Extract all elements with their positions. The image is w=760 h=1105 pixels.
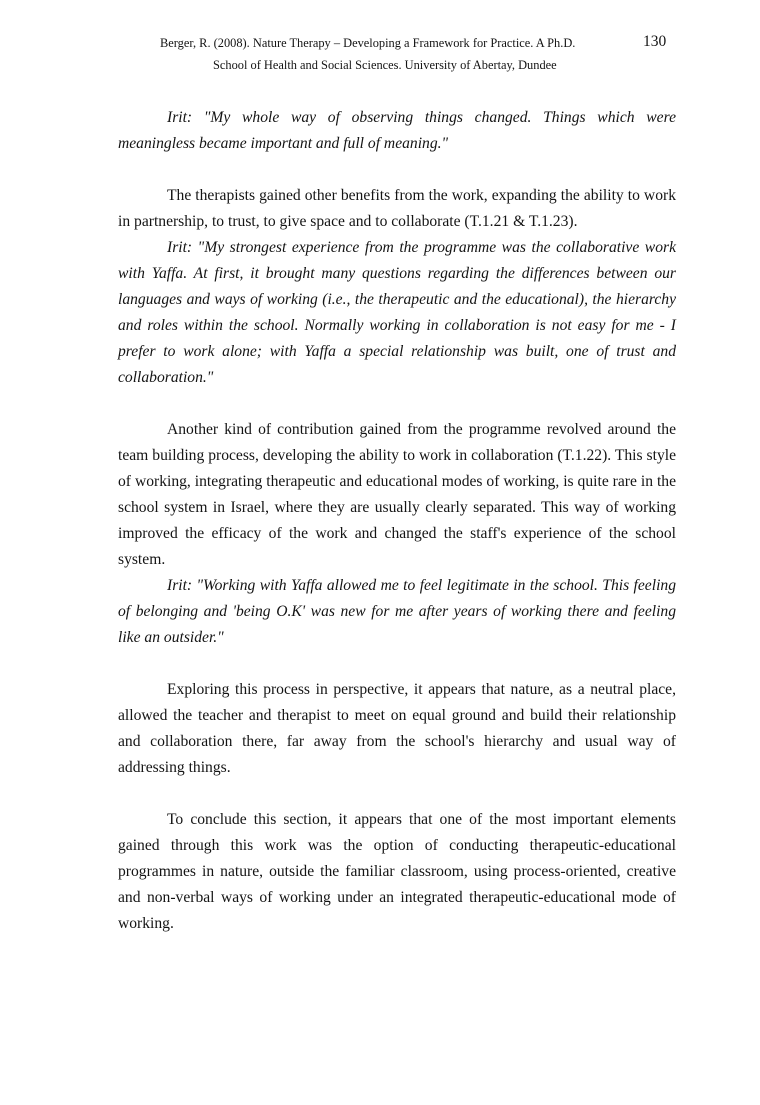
body-text — [118, 105, 676, 937]
body-paragraph: Another kind of contribution gained from the programme revolved around the team building process, developing the ability to work in collaboration (T.1.22). This style of working, integrating therapeutic and educational modes of working, is quite rare in the school system in Israel, where they are usually clearly separated. This way of working improved the efficacy of the work and changed the staff's experience of the school system. — [118, 421, 676, 568]
body-paragraph: To conclude this section, it appears that one of the most important elements gained through this work was the option of conducting therapeutic-educational programmes in nature, outside the familiar classroom, using process-oriented, creative and non-verbal ways of working under an integrated therapeutic-educational mode of working. — [118, 811, 676, 932]
quote-paragraph: Irit: "My whole way of observing things changed. Things which were meaningless became important and full of meaning." — [118, 109, 676, 152]
citation-line-1: Berger, R. (2008). Nature Therapy – Developing a Framework for Practice. A Ph.D. — [160, 36, 576, 50]
page-number: 130 — [643, 33, 667, 50]
body-paragraph: The therapists gained other benefits from the work, expanding the ability to work in partnership, to trust, to give space and to collaborate (T.1.21 & T.1.23). — [118, 187, 676, 230]
quote-paragraph: Irit: "My strongest experience from the programme was the collaborative work with Yaffa. At first, it brought many questions regarding the differences between our languages and ways of working (i.e., the therapeutic and the educational), the hierarchy and roles within the school. Normally working in collaboration is not easy for me - I prefer to work alone; with Yaffa a special relationship was built, one of trust and collaboration." — [118, 239, 676, 386]
body-paragraph: Exploring this process in perspective, it appears that nature, as a neutral place, allowed the teacher and therapist to meet on equal ground and build their relationship and collaboration there, far away from the school's hierarchy and usual way of addressing things. — [118, 681, 676, 776]
quote-paragraph: Irit: "Working with Yaffa allowed me to feel legitimate in the school. This feeling of belonging and 'being O.K' was new for me after years of working there and feeling like an outsider." — [118, 577, 676, 646]
citation-line-2: School of Health and Social Sciences. University of Abertay, Dundee — [213, 58, 557, 72]
page-header — [0, 34, 760, 78]
